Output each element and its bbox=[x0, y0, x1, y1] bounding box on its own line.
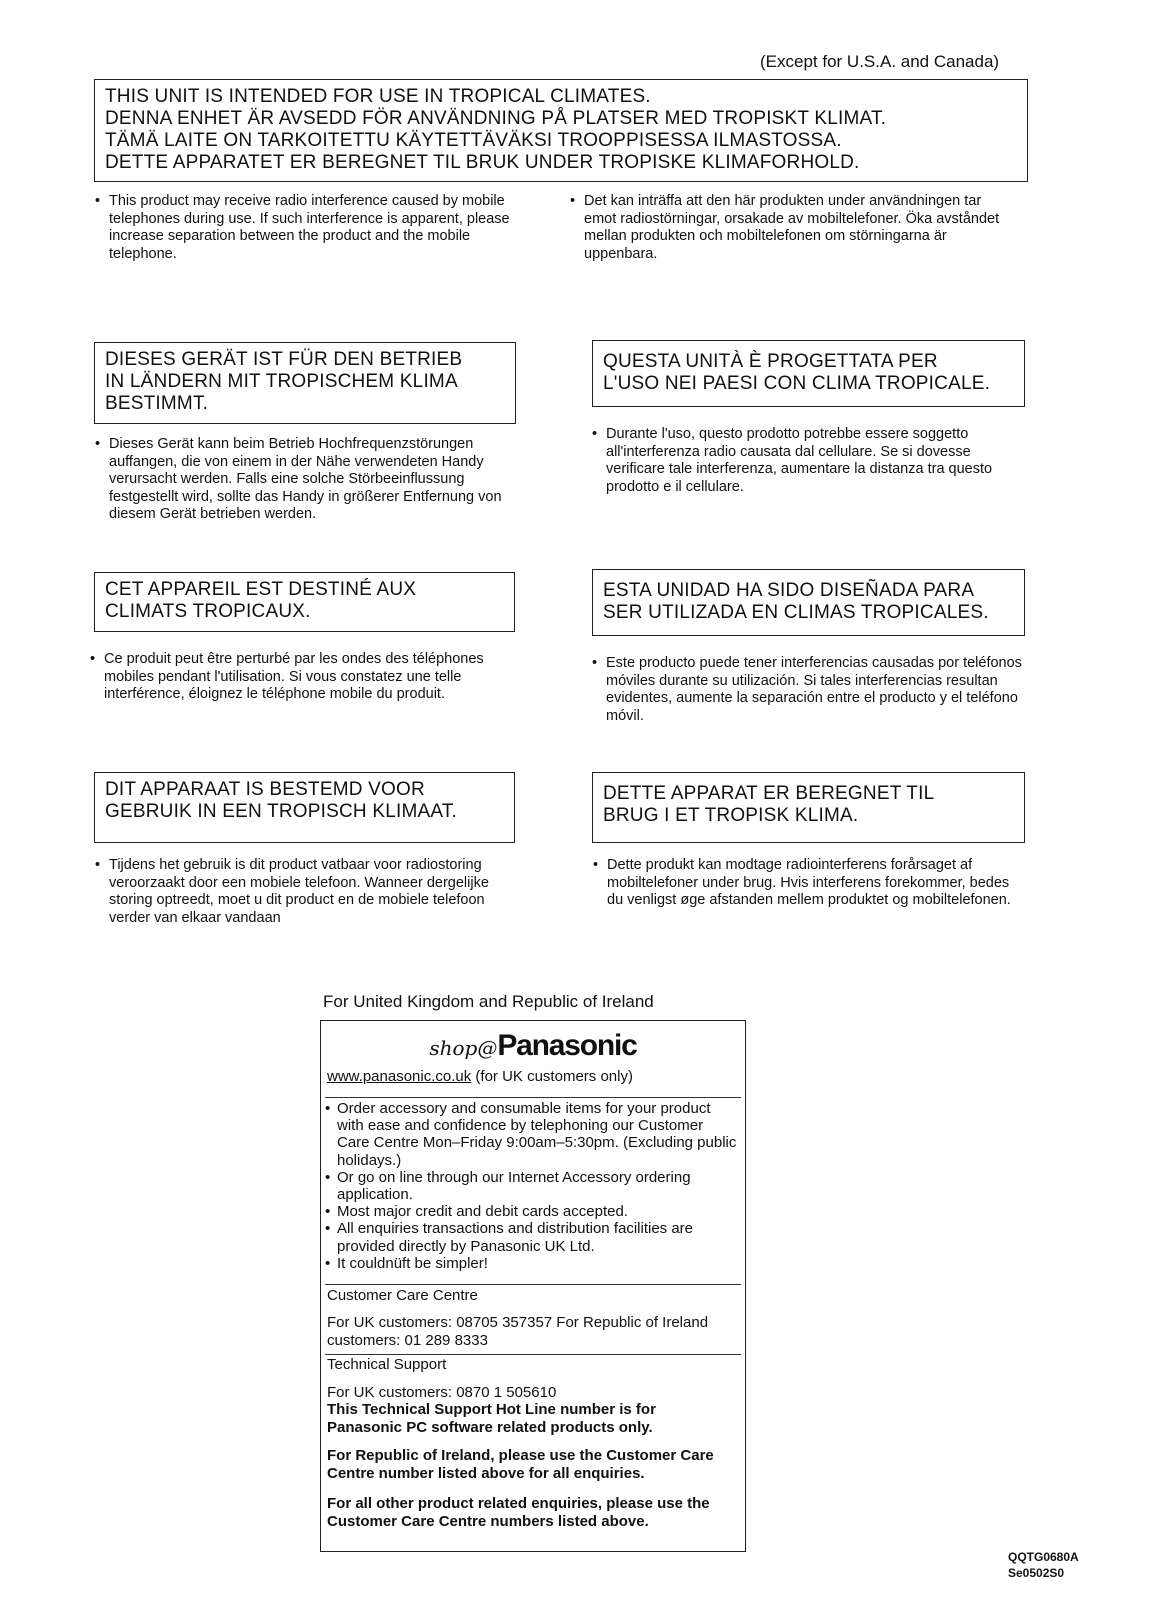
website-line bbox=[327, 1068, 633, 1086]
shop-logo bbox=[321, 1029, 745, 1063]
other-enquiries-note: For all other product related enquiries, please use the Customer Care Centre numbers listed above. bbox=[327, 1495, 710, 1530]
dutch-box bbox=[94, 772, 515, 843]
website-note: (for UK customers only) bbox=[475, 1068, 633, 1085]
german-box bbox=[94, 342, 516, 424]
uk-heading: For United Kingdom and Republic of Ireland bbox=[323, 992, 654, 1011]
note-danish: • Dette produkt kan modtage radiointerferens forårsaget af mobiltelefoner under brug. Hvis interferens forekommer, bedes du venligst øge afstanden mellem produktet og mobiltelefonen. bbox=[593, 857, 1025, 910]
uk-info-box bbox=[320, 1020, 746, 1552]
spanish-box bbox=[592, 569, 1025, 636]
danish-title: DETTE APPARAT ER BEREGNET TIL BRUG I ET TROPISK KLIMA. bbox=[603, 783, 935, 826]
tropical-climate-box bbox=[94, 79, 1028, 182]
logo-brand: Panasonic bbox=[497, 1029, 637, 1062]
tropical-line-sv: DENNA ENHET ÄR AVSEDD FÖR ANVÄNDNING PÅ PLATSER MED TROPISKT KLIMAT. bbox=[105, 108, 887, 129]
service-list bbox=[325, 1100, 739, 1272]
dutch-title: DIT APPARAAT IS BESTEMD VOOR GEBRUIK IN EEN TROPISCH KLIMAAT. bbox=[105, 779, 457, 822]
french-title: CET APPAREIL EST DESTINÉ AUX CLIMATS TROPICAUX. bbox=[105, 579, 417, 622]
list-item: • All enquiries transactions and distribution facilities are provided directly by Panasonic UK Ltd. bbox=[325, 1220, 739, 1254]
note-spanish: • Este producto puede tener interferencias causadas por teléfonos móviles durante su utilización. Si tales interferencias resultan evidentes, aumente la separación entre el producto y el teléfono móvil. bbox=[592, 655, 1022, 725]
note-italian: • Durante l'uso, questo prodotto potrebbe essere soggetto all'interferenza radio causata dal cellulare. Se si dovesse verificare tale interferenza, aumentare la distanza tra questo prodotto e il cellulare. bbox=[592, 426, 1022, 496]
list-item: • Or go on line through our Internet Accessory ordering application. bbox=[325, 1169, 739, 1203]
note-dutch: • Tijdens het gebruik is dit product vatbaar voor radiostoring veroorzaakt door een mobiele telefoon. Wanneer dergelijke storing optreedt, moet u dit product en de mobiele telefoon verder van elkaar vandaan bbox=[95, 857, 525, 927]
german-title: DIESES GERÄT IST FÜR DEN BETRIEB IN LÄNDERN MIT TROPISCHEM KLIMA BESTIMMT. bbox=[105, 349, 463, 414]
tropical-line-fi: TÄMÄ LAITE ON TARKOITETTU KÄYTETTÄVÄKSI TROOPPISESSA ILMASTOSSA. bbox=[105, 130, 842, 151]
spanish-title: ESTA UNIDAD HA SIDO DISEÑADA PARA SER UTILIZADA EN CLIMAS TROPICALES. bbox=[603, 580, 989, 623]
note-swedish: • Det kan inträffa att den här produkten under användningen tar emot radiostörningar, orsakade av mobiltelefoner. Öka avståndet mellan produkten och mobiltelefonen om störningarna är uppenbara. bbox=[570, 193, 1010, 263]
french-box bbox=[94, 572, 515, 632]
list-item: • It couldnüft be simpler! bbox=[325, 1255, 739, 1272]
document-code: QQTG0680A bbox=[1008, 1550, 1079, 1564]
note-english: • This product may receive radio interference caused by mobile telephones during use. If such interference is apparent, please increase separation between the product and the mobile telephone. bbox=[95, 193, 525, 263]
danish-box bbox=[592, 772, 1025, 843]
ireland-note: For Republic of Ireland, please use the Customer Care Centre number listed above for all enquiries. bbox=[327, 1447, 714, 1482]
tech-support-note: This Technical Support Hot Line number is for Panasonic PC software related products only. bbox=[327, 1401, 656, 1436]
care-centre-title: Customer Care Centre bbox=[327, 1287, 478, 1304]
tropical-line-no: DETTE APPARATET ER BEREGNET TIL BRUK UNDER TROPISKE KLIMAFORHOLD. bbox=[105, 152, 860, 173]
note-german: • Dieses Gerät kann beim Betrieb Hochfrequenzstörungen auffangen, die von einem in der Nähe verwendeten Handy verursacht werden. Falls eine solche Störbeeinflussung festgestellt wird, sollte das Handy in größerer Entfernung von diesem Gerät betrieben werden. bbox=[95, 436, 525, 524]
region-note: (Except for U.S.A. and Canada) bbox=[760, 52, 1000, 71]
tropical-line-en: THIS UNIT IS INTENDED FOR USE IN TROPICAL CLIMATES. bbox=[105, 86, 651, 107]
note-french: • Ce produit peut être perturbé par les ondes des téléphones mobiles pendant l'utilisation. Si vous constatez une telle interférence, éloignez le téléphone mobile du produit. bbox=[90, 651, 510, 704]
list-item: • Order accessory and consumable items for your product with ease and confidence by telephoning our Customer Care Centre Mon–Friday 9:00am–5:30pm. (Excluding public holidays.) bbox=[325, 1100, 739, 1169]
italian-title: QUESTA UNITÀ È PROGETTATA PER L'USO NEI PAESI CON CLIMA TROPICALE. bbox=[603, 351, 991, 394]
logo-prefix: shop@ bbox=[429, 1036, 498, 1060]
divider bbox=[325, 1354, 741, 1355]
tech-support-title: Technical Support bbox=[327, 1356, 447, 1373]
list-item: • Most major credit and debit cards accepted. bbox=[325, 1203, 739, 1220]
divider bbox=[325, 1284, 741, 1285]
divider bbox=[325, 1097, 741, 1098]
tech-support-phone: For UK customers: 0870 1 505610 bbox=[327, 1384, 557, 1401]
italian-box bbox=[592, 340, 1025, 407]
website-link[interactable]: www.panasonic.co.uk bbox=[327, 1068, 472, 1085]
document-code-secondary: Se0502S0 bbox=[1008, 1566, 1065, 1580]
care-centre-text: For UK customers: 08705 357357 For Republic of Ireland customers: 01 289 8333 bbox=[327, 1314, 709, 1349]
